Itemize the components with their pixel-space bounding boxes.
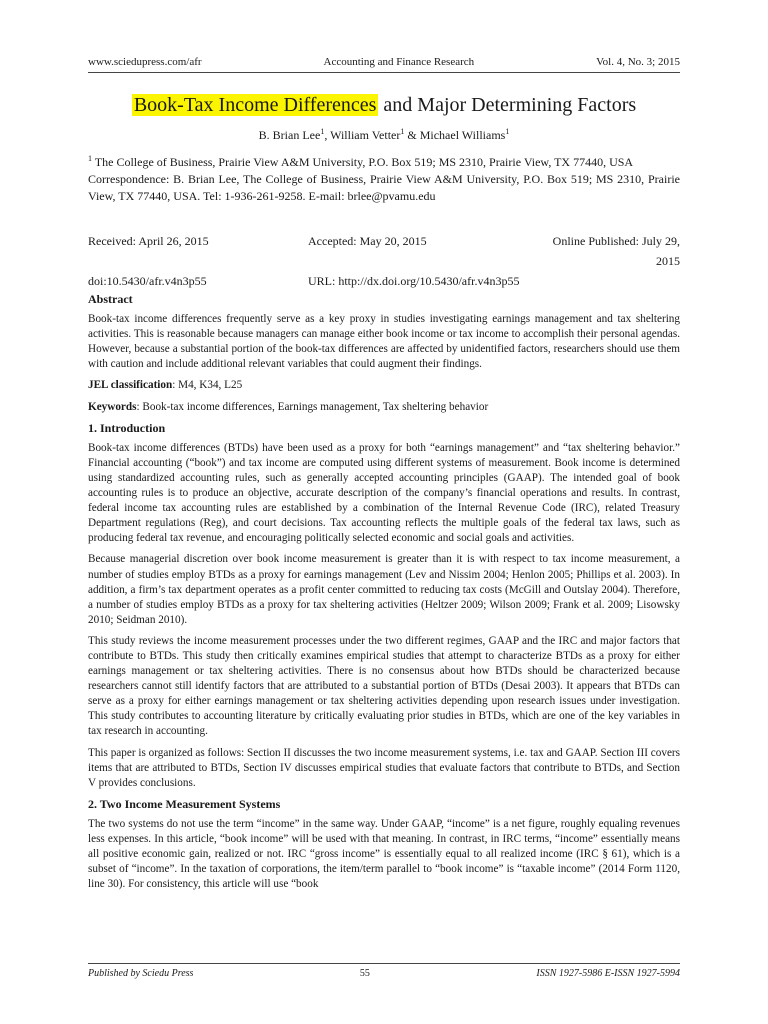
jel-classification [88, 378, 680, 393]
section-2-heading: 2. Two Income Measurement Systems [88, 796, 281, 811]
author-1: B. Brian Lee [258, 128, 321, 142]
jel-label: JEL classification [88, 379, 173, 392]
volume-info: Vol. 4, No. 3; 2015 [596, 56, 680, 68]
author-2-sup: 1 [400, 127, 405, 136]
journal-name: Accounting and Finance Research [323, 56, 475, 68]
keywords-value: : Book-tax income differences, Earnings management, Tax sheltering behavior [136, 400, 489, 413]
accepted-date: Accepted: May 20, 2015 [308, 234, 427, 248]
section-1-heading: 1. Introduction [88, 420, 166, 435]
intro-paragraph-3: This study reviews the income measurement processes under the two different regimes, GAAP and the IRC and major factors that contribute to BTDs. This study then critically examines empirical studies that attempt to characterize BTDs as a proxy for either earnings management or tax sheltering activities. There is no consensus about how BTDs should be characterized because researchers cannot still identify factors that are attributed to a substantial portion of BTDs (Desai 2003). It appears that BTDs can serve as a proxy for either earnings management or tax sheltering activities depending upon research issues under investigation. This study contributes to accounting literature by critically evaluating prior studies in BTDs, which are one of the key variables in tax research in accounting. [88, 634, 680, 738]
correspondence: Correspondence: B. Brian Lee, The College of Business, Prairie View A&M University, P.O. Box 519; MS 2310, Prairie View, TX 77440, USA. Tel: 1-936-261-9258. E-mail: brlee@pvamu.edu [88, 172, 680, 203]
title-rest: and Major Determining Factors [378, 94, 637, 116]
affiliation-sup: 1 [88, 154, 92, 163]
doi-url[interactable]: URL: http://dx.doi.org/10.5430/afr.v4n3p55 [308, 274, 520, 288]
doi: doi:10.5430/afr.v4n3p55 [88, 274, 207, 288]
jel-value: : M4, K34, L25 [172, 379, 243, 392]
highlighted-title-text: Book-Tax Income Differences [133, 94, 377, 116]
received-date: Received: April 26, 2015 [88, 234, 209, 248]
abstract-heading: Abstract [88, 292, 133, 306]
paper-title [88, 92, 680, 118]
publication-dates [88, 231, 680, 291]
issn: ISSN 1927-5986 E-ISSN 1927-5994 [536, 968, 680, 979]
section-2-paragraph-1: The two systems do not use the term “income” in the same way. Under GAAP, “income” is a net figure, roughly equaling revenues less expenses. In this article, “book income” will be used with that meaning. In contrast, in IRC terms, “income” essentially means all positive economic gain, realized or not. IRC “gross income” is essentially equal to all realized income (IRC § 61), which is a subset of “income”. In the taxation of corporations, the item/term parallel to “book income” is “taxable income” (2014 Form 1120, line 30). For consistency, this article will use “book [88, 817, 680, 891]
paper-body [88, 292, 680, 898]
author-1-sup: 1 [320, 127, 325, 136]
affiliation [88, 150, 680, 171]
author-3-sup: 1 [505, 127, 510, 136]
intro-paragraph-4: This paper is organized as follows: Section II discusses the two income measurement systems, i.e. tax and GAAP. Section III covers items that are attributed to BTDs, Section IV discusses empirical studies that evaluate factors that contribute to BTDs, and Section V provides conclusions. [88, 746, 680, 789]
author-list [88, 127, 680, 143]
intro-paragraph-2: Because managerial discretion over book income measurement is greater than it is with respect to tax income measurement, a number of studies employ BTDs as a proxy for earnings management (Lev and Nissim 2004; Henlon 2005; Phillips et al. 2003). In addition, a firm’s tax department operates as a profit center committed to reducing tax costs (McGill and Outslay 2004). Therefore, a number of studies employ BTDs as a proxy for tax sheltering activities (Heltzer 2009; Wilson 2009; Frank et al. 2009; Lisowsky 2010; Seidman 2010). [88, 553, 680, 626]
keywords-label: Keywords [88, 400, 137, 413]
affiliation-text: The College of Business, Prairie View A&M University, P.O. Box 519; MS 2310, Prairie View, TX 77440, USA [92, 155, 634, 169]
publisher: Published by Sciedu Press [88, 968, 194, 979]
page-number: 55 [359, 968, 370, 979]
keywords [88, 400, 680, 415]
published-date: Online Published: July 29, 2015 [552, 234, 680, 268]
journal-url[interactable]: www.sciedupress.com/afr [88, 56, 202, 68]
intro-paragraph-1: Book-tax income differences (BTDs) have been used as a proxy for both “earnings management” and “tax sheltering behavior.” Financial accounting (“book”) and tax income are computed using different systems of measurement. Book income is determined using standardized accounting rules, such as generally accepted accounting principles (GAAP). The intended goal of book accounting rules is to produce an objective, accurate description of the company’s financial operations and results. In contrast, federal income tax accounting rules are established by a combination of the Internal Revenue Code (IRC), related Treasury Department regulations (Reg), and court decisions. Tax accounting reflects the multiple goals of the federal tax laws, such as producing federal tax revenue, and encouraging politically selected economic and social goals and activities. [88, 441, 680, 545]
author-2: , William Vetter [324, 128, 401, 142]
abstract-text: Book-tax income differences frequently serve as a key proxy in studies investigating earnings management and tax sheltering activities. This is reasonable because managers can manage either book income or tax income to accomplish their personal agendas. However, because a substantial portion of the book-tax differences are affected by unidentified factors, researchers should use them with caution and include additional relevant variables that could augment their findings. [88, 313, 680, 371]
running-header [88, 56, 680, 73]
page-footer [88, 963, 680, 979]
author-3: & Michael Williams [404, 128, 506, 142]
